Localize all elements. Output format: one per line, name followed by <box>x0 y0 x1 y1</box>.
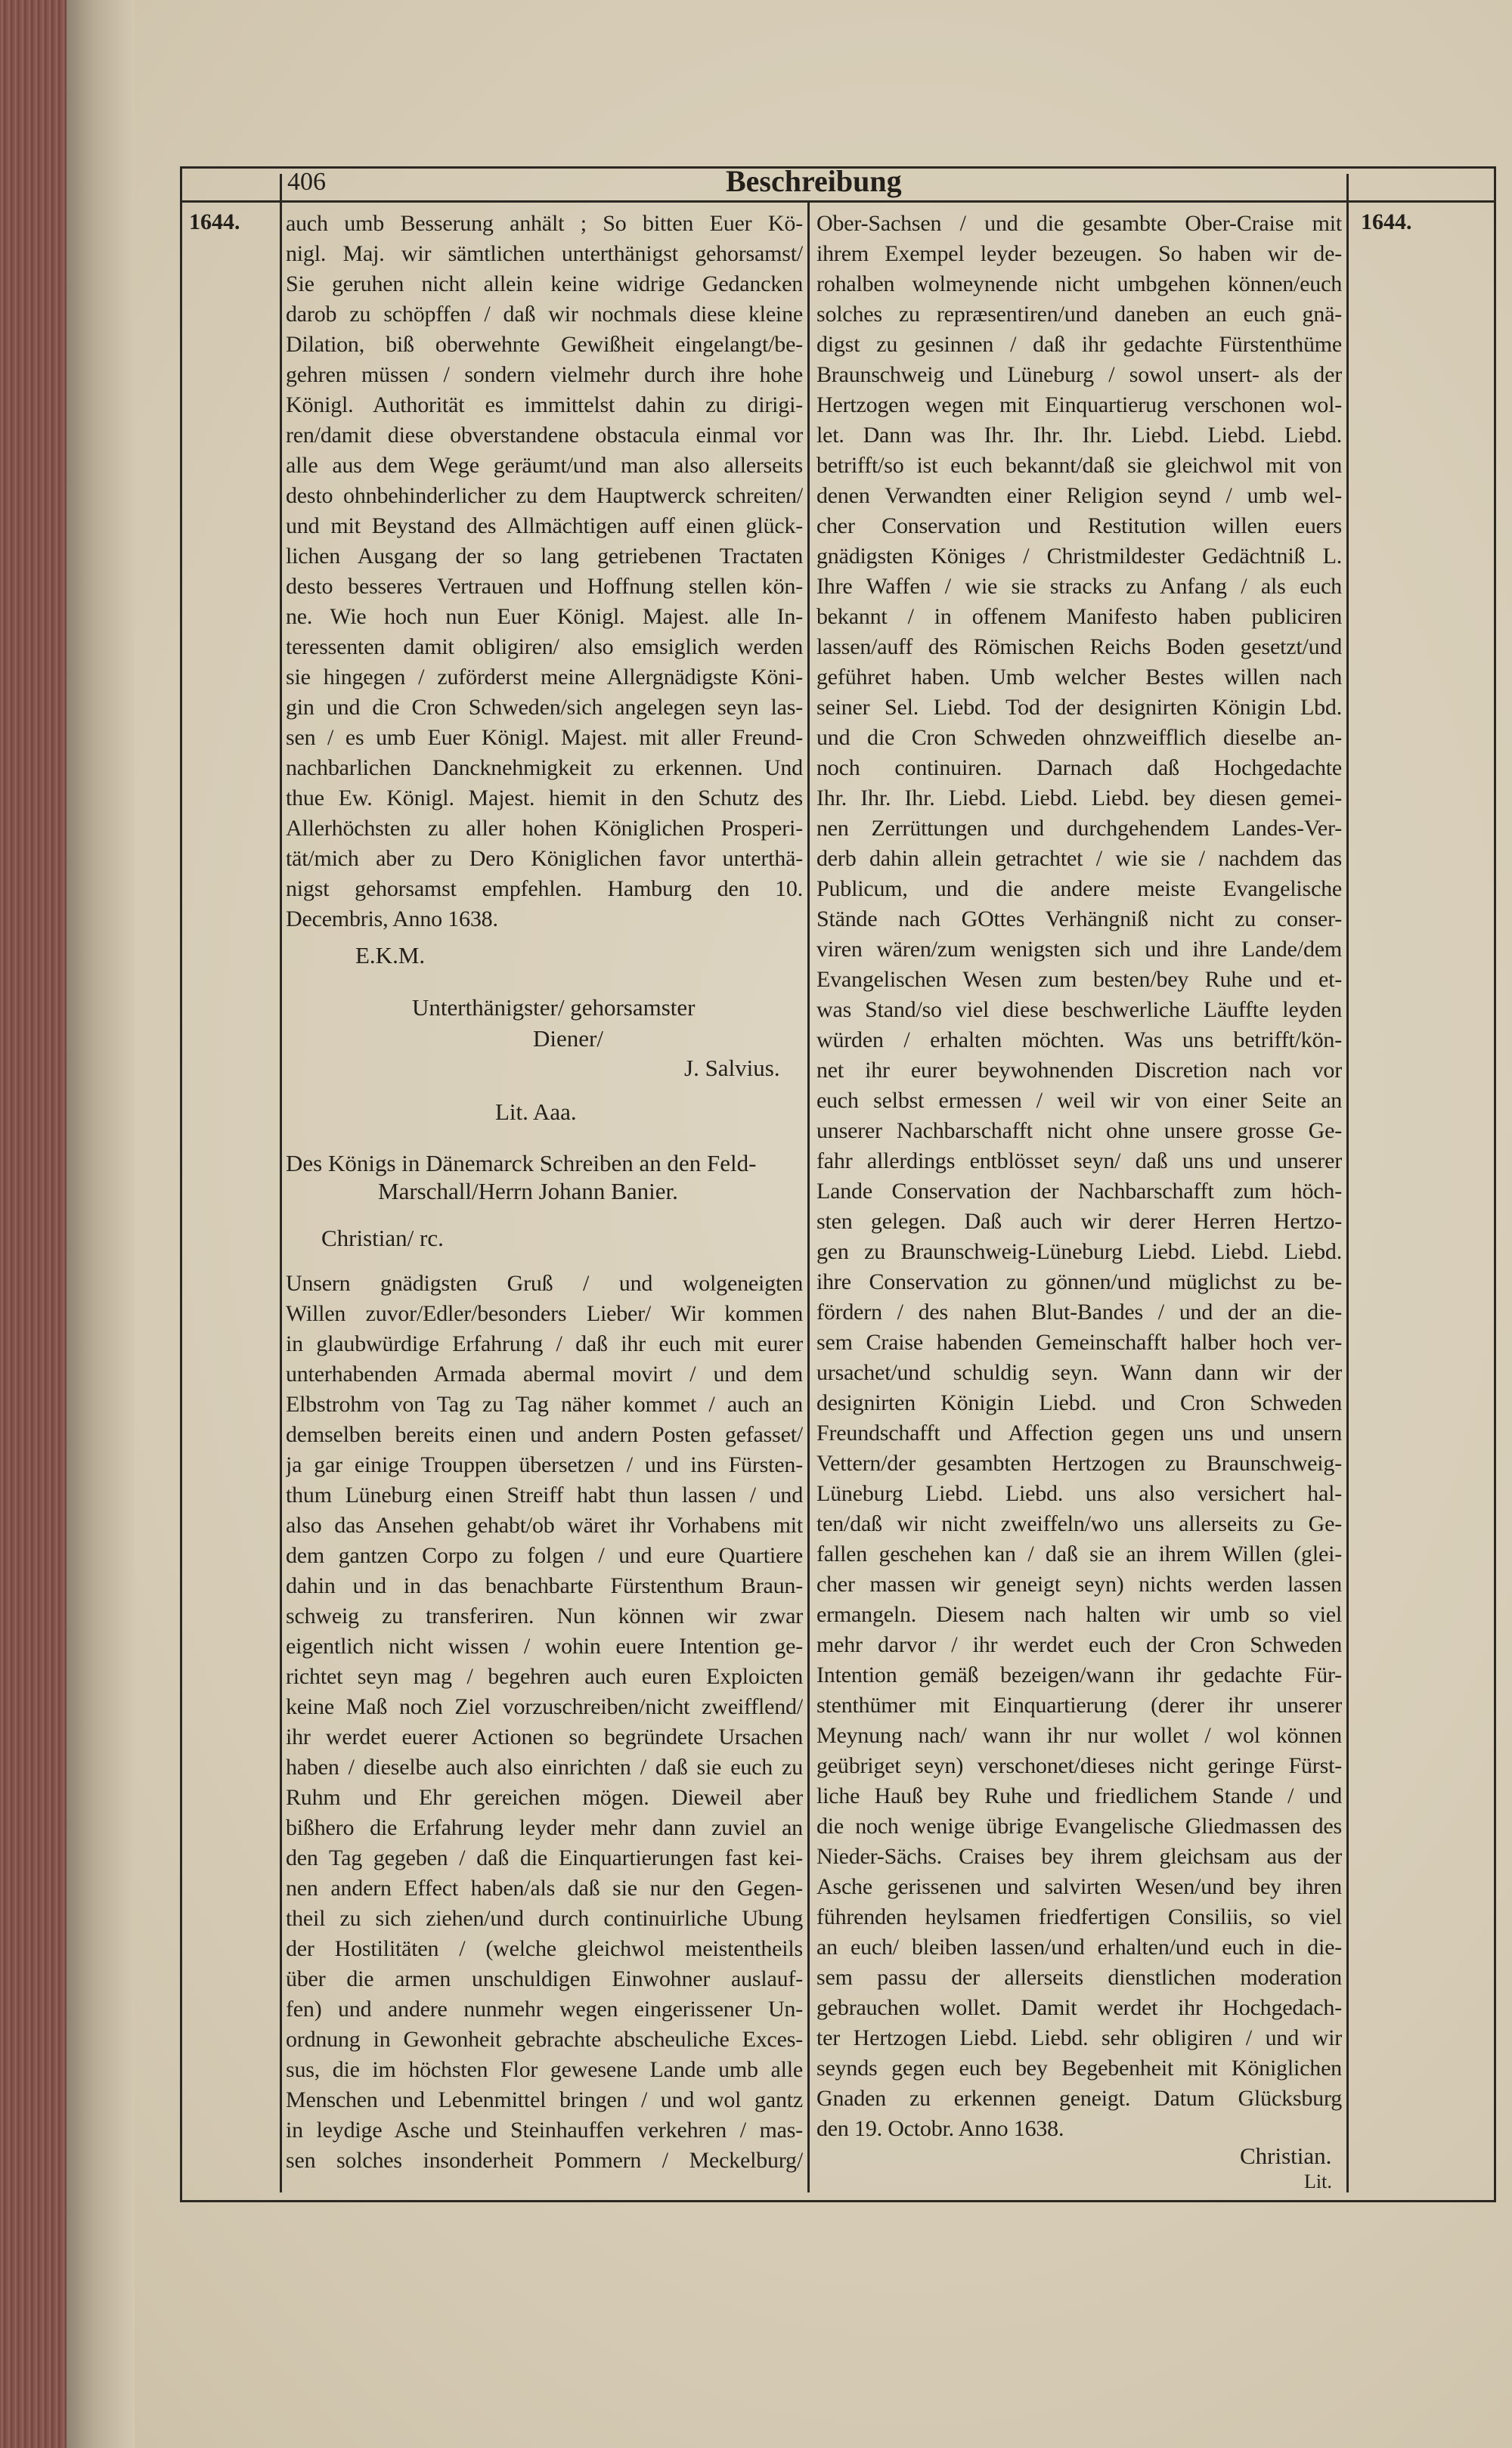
text-line: unterhabenden Armada abermal movirt / und dem <box>286 1362 803 1387</box>
text-line: mehr darvor / ihr werdet euch der Cron Schweden <box>816 1632 1342 1657</box>
text-line: thum Lüneburg einen Streiff habt thun lassen / und <box>286 1483 803 1508</box>
text-line: nen andern Effect haben/als daß sie nur den Gegen- <box>286 1876 803 1901</box>
right-column-text <box>816 209 1342 2144</box>
text-line: Menschen und Lebenmittel bringen / und wol gantz <box>286 2087 803 2112</box>
text-line: alle aus dem Wege geräumt/und man also allerseits <box>286 453 803 478</box>
text-line: fahr allerdings entblösset seyn/ daß uns und unserer <box>816 1148 1342 1173</box>
text-line: Ober-Sachsen / und die gesambte Ober-Craise mit <box>816 211 1342 236</box>
frame-left-rule <box>180 166 182 2202</box>
text-line: Lande Conservation der Nachbarschafft zum höch- <box>816 1179 1342 1204</box>
right-signer: Christian. <box>1240 2143 1332 2169</box>
text-line: sen solches insonderheit Pommern / Meckelburg/ <box>286 2148 803 2173</box>
text-line: desto ohnbehinderlicher zu dem Hauptwerck schreiten/ <box>286 483 803 508</box>
text-line: schweig zu transferiren. Nun können wir zwar <box>286 1604 803 1628</box>
text-line: noch continuiren. Darnach daß Hochgedachte <box>816 755 1342 780</box>
text-line: tät/mich aber zu Dero Königlichen favor unterthä- <box>286 846 803 871</box>
text-line: auch umb Besserung anhält ; So bitten Euer Kö- <box>286 211 803 236</box>
text-line: Gnaden zu erkennen geneigt. Datum Glücksburg <box>816 2086 1342 2111</box>
text-line: sie hingegen / zuförderst meine Allergnädigste Köni- <box>286 665 803 689</box>
text-line: lassen/auff des Römischen Reichs Boden gesetzt/und <box>816 634 1342 659</box>
text-line: an euch/ bleiben lassen/und erhalten/und euch in die- <box>816 1935 1342 1960</box>
text-line: let. Dann was Ihr. Ihr. Ihr. Liebd. Liebd. Liebd. <box>816 423 1342 448</box>
text-line: bißhero die Erfahrung leyder mehr dann zuviel an <box>286 1815 803 1840</box>
text-line: gnädigsten Königes / Christmildester Gedächtniß L. <box>816 544 1342 569</box>
text-line: ihrem Exempel leyder bezeugen. So haben wir de- <box>816 241 1342 266</box>
text-line: würden / erhalten möchten. Was uns betrifft/kön- <box>816 1027 1342 1052</box>
text-line: was Stand/so viel diese beschwerliche Läuffte leyden <box>816 997 1342 1022</box>
signature-line-1: Unterthänigster/ gehorsamster <box>412 994 696 1021</box>
text-line: Asche gerissenen und salvirten Wesen/und bey ihren <box>816 1874 1342 1899</box>
text-line: gen zu Braunschweig-Lüneburg Liebd. Liebd. Liebd. <box>816 1239 1342 1264</box>
text-line: seynds gegen euch bey Begebenheit mit Königlichen <box>816 2056 1342 2081</box>
text-line: der Hostilitäten / (welche gleichwol meistentheils <box>286 1936 803 1961</box>
text-line: digst zu gesinnen / daß ihr gedachte Fürstenthüme <box>816 332 1342 357</box>
text-line: denen Verwandten einer Religion seynd / umb wel- <box>816 483 1342 508</box>
text-line: Vettern/der gesambten Hertzogen zu Braunschweig- <box>816 1451 1342 1476</box>
text-line: Nieder-Sächs. Craises bey ihrem gleichsam aus der <box>816 1844 1342 1869</box>
book-gutter-shadow <box>67 0 135 2448</box>
text-line: euch selbst ermessen / weil wir von einer Seite an <box>816 1088 1342 1113</box>
header-rule <box>180 200 1495 203</box>
text-line: ursachet/und schuldig seyn. Wann dann wir der <box>816 1360 1342 1385</box>
text-line: Hertzogen wegen mit Einquartierug verschonen wol- <box>816 392 1342 417</box>
text-line: ordnung in Gewonheit gebrachte abscheuliche Exces- <box>286 2027 803 2052</box>
text-line: Stände nach GOttes Verhängniß nicht zu conser- <box>816 906 1342 931</box>
text-line: die noch wenige übrige Evangelische Gliedmassen des <box>816 1814 1342 1839</box>
text-line: Meynung nach/ wann ihr nur wollet / wol können <box>816 1723 1342 1748</box>
text-line: Dilation, biß oberwehnte Gewißheit eingelangt/be- <box>286 332 803 357</box>
text-line: rohalben wolmeynende nicht umbgehen können/euch <box>816 271 1342 296</box>
text-line: haben / dieselbe auch also einrichten / daß sie euch zu <box>286 1755 803 1780</box>
text-line: Decembris, Anno 1638. <box>286 906 498 931</box>
text-line: ja gar einige Trouppen übersetzen / und ins Fürsten- <box>286 1452 803 1477</box>
text-line: gebrauchen wollet. Damit werdet ihr Hochgedach- <box>816 1995 1342 2020</box>
text-line: Sie geruhen nicht allein keine widrige Gedancken <box>286 271 803 296</box>
text-line: eigentlich nicht wissen / wohin euere Intention ge- <box>286 1634 803 1659</box>
text-line: lichen Ausgang der so lang getriebenen Tractaten <box>286 544 803 569</box>
column-divider-rule <box>807 200 810 2192</box>
text-line: betrifft/so ist euch bekannt/daß sie gleichwol mit von <box>816 453 1342 478</box>
text-line: Unsern gnädigsten Gruß / und wolgeneigten <box>286 1271 803 1296</box>
text-line: ne. Wie hoch nun Euer Königl. Majest. alle In- <box>286 604 803 629</box>
text-line: bekannt / in offenem Manifesto haben publiciren <box>816 604 1342 629</box>
text-line: Ihr. Ihr. Ihr. Liebd. Liebd. Liebd. bey diesen gemei- <box>816 786 1342 810</box>
text-line: gin und die Cron Schweden/sich angelegen seyn las- <box>286 695 803 720</box>
text-line: ren/damit diese obverstandene obstacula einmal vor <box>286 423 803 448</box>
text-line: cher massen wir geneigt seyn) nichts werden lassen <box>816 1572 1342 1597</box>
text-line: Freundschafft und Affection gegen uns und unsern <box>816 1421 1342 1446</box>
text-line: ten/daß wir nicht zweiffeln/wo uns allerseits zu Ge- <box>816 1511 1342 1536</box>
signer-name: J. Salvius. <box>684 1055 780 1081</box>
text-line: nen Zerrüttungen und durchgehendem Landes-Ver- <box>816 816 1342 841</box>
text-line: sus, die im höchsten Flor gewesene Lande umb alle <box>286 2057 803 2082</box>
signature-line-2: Diener/ <box>533 1025 603 1052</box>
text-line: nigl. Maj. wir sämtlichen unterthänigst gehorsamst/ <box>286 241 803 266</box>
text-line: gehren müssen / sondern vielmehr durch ihre hohe <box>286 362 803 387</box>
text-line: demselben bereits einen und andern Posten gefasset/ <box>286 1422 803 1447</box>
left-margin-year: 1644. <box>189 209 240 234</box>
text-line: ermangeln. Diesem nach halten wir umb so viel <box>816 1602 1342 1627</box>
text-line: fen) und andere nunmehr wegen eingerissener Un- <box>286 1997 803 2022</box>
text-line: ter Hertzogen Liebd. Liebd. sehr obligiren / und wir <box>816 2025 1342 2050</box>
left-column-text-bottom <box>286 1269 803 2176</box>
text-line: geführet haben. Umb welcher Bestes willen nach <box>816 665 1342 689</box>
text-line: fördern / des nahen Blut-Bandes / und der an die- <box>816 1300 1342 1325</box>
section-label: Lit. Aaa. <box>495 1099 577 1125</box>
text-line: sen / es umb Euer Königl. Majest. mit aller Freund- <box>286 725 803 750</box>
text-line: designirten Königin Liebd. und Cron Schweden <box>816 1390 1342 1415</box>
text-line: dahin und in das benachbarte Fürstenthum Braun- <box>286 1573 803 1598</box>
text-line: thue Ew. Königl. Majest. hiemit in den Schutz des <box>286 786 803 810</box>
text-line: net ihr eurer beywohnenden Discretion nach vor <box>816 1058 1342 1083</box>
text-line: Braunschweig und Lüneburg / sowol unsert- als der <box>816 362 1342 387</box>
page-number: 406 <box>287 168 326 196</box>
text-line: richtet seyn mag / begehren auch euren Exploicten <box>286 1664 803 1689</box>
text-line: ihr werdet euerer Actionen so begründete Ursachen <box>286 1724 803 1749</box>
text-line: in glaubwürdige Erfahrung / daß ihr euch mit eurer <box>286 1331 803 1356</box>
text-line: den Tag gegeben / daß die Einquartierungen fast kei- <box>286 1845 803 1870</box>
frame-right-rule <box>1494 166 1496 2202</box>
right-margin-year: 1644. <box>1361 209 1412 234</box>
salutation: Christian/ rc. <box>321 1225 444 1251</box>
left-column-text-top <box>286 209 803 934</box>
text-line: über die armen unschuldigen Einwohner auslauf- <box>286 1966 803 1991</box>
closing-abbreviation: E.K.M. <box>355 942 426 968</box>
text-line: sten gelegen. Daß auch wir derer Herren Hertzo- <box>816 1209 1342 1234</box>
text-line: desto besseres Vertrauen und Hoffnung stellen kön- <box>286 574 803 599</box>
text-line: Intention gemäß bezeigen/wann ihr gedachte Für- <box>816 1662 1342 1687</box>
text-line: ihre Conservation zu gönnen/und müglichst zu be- <box>816 1269 1342 1294</box>
text-line: Allerhöchsten zu aller hohen Königlichen Prosperi- <box>286 816 803 841</box>
text-line: teressenten damit obligiren/ also emsiglich werden <box>286 634 803 659</box>
text-line: Willen zuvor/Edler/besonders Lieber/ Wir kommen <box>286 1301 803 1326</box>
text-line: Evangelischen Wesen zum besten/bey Ruhe und et- <box>816 967 1342 992</box>
text-line: viren wären/zum wenigsten sich und ihre Lande/dem <box>816 937 1342 962</box>
text-line: derb dahin allein getrachtet / wie sie / nachdem das <box>816 846 1342 871</box>
text-line: in leydige Asche und Steinhauffen verkehren / mas- <box>286 2118 803 2143</box>
text-line: nachbarlichen Dancknehmigkeit zu erkennen. Und <box>286 755 803 780</box>
text-line: unserer Nachbarschafft nicht ohne unsere grosse Ge- <box>816 1118 1342 1143</box>
text-line: theil zu sich ziehen/und durch continuirliche Ubung <box>286 1906 803 1931</box>
text-line: stenthümer mit Einquartierung (derer ihr unserer <box>816 1693 1342 1718</box>
text-line: also das Ansehen gehabt/ob wäret ihr Vorhabens mit <box>286 1513 803 1538</box>
text-line: geübriget seyn) verschonet/dieses nicht geringe Fürst- <box>816 1753 1342 1778</box>
text-line: darob zu schöpffen / daß wir nochmals diese kleine <box>286 302 803 327</box>
text-line: Königl. Authorität es immittelst dahin zu dirigi- <box>286 392 803 417</box>
catchword: Lit. <box>1304 2171 1332 2192</box>
text-line: Ihre Waffen / wie sie stracks zu Anfang / als euch <box>816 574 1342 599</box>
text-line: dem gantzen Corpo zu folgen / und eure Quartiere <box>286 1543 803 1568</box>
text-line: solches zu repræsentiren/und daneben an euch gnä- <box>816 302 1342 327</box>
text-line: und die Cron Schweden ohnzweifflich dieselbe an- <box>816 725 1342 750</box>
text-line: cher Conservation und Restitution willen euers <box>816 513 1342 538</box>
text-line: Publicum, und die andere meiste Evangelische <box>816 876 1342 901</box>
book-page-edges <box>0 0 67 2448</box>
text-line: seiner Sel. Liebd. Tod der designirten Königin Lbd. <box>816 695 1342 720</box>
text-line: führenden heylsamen friedfertigen Consiliis, so viel <box>816 1904 1342 1929</box>
text-line: sem passu der allerseits dienstlichen moderation <box>816 1965 1342 1990</box>
text-line: fallen geschehen kan / daß sie an ihrem Willen (glei- <box>816 1542 1342 1566</box>
text-line: nigst gehorsamst empfehlen. Hamburg den 10. <box>286 876 803 901</box>
text-line: den 19. Octobr. Anno 1638. <box>816 2116 1064 2141</box>
text-line: sem Craise habenden Gemeinschafft halber hoch ver- <box>816 1330 1342 1355</box>
frame-bottom-rule <box>180 2200 1496 2202</box>
text-line: und mit Beystand des Allmächtigen auff einen glück- <box>286 513 803 538</box>
text-line: Ruhm und Ehr gereichen mögen. Dieweil aber <box>286 1785 803 1810</box>
text-line: keine Maß noch Ziel vorzuschreiben/nicht zweifflend/ <box>286 1694 803 1719</box>
text-right-rule <box>1346 174 1349 2192</box>
text-line: Lüneburg Liebd. Liebd. uns also versichert hal- <box>816 1481 1342 1506</box>
text-line: liche Hauß bey Ruhe und friedlichem Stande / und <box>816 1783 1342 1808</box>
text-line: Elbstrohm von Tag zu Tag näher kommet / auch an <box>286 1392 803 1417</box>
letter-title-line-2: Marschall/Herrn Johann Banier. <box>378 1178 678 1204</box>
running-title: Beschreibung <box>726 164 902 198</box>
letter-title-line-1: Des Königs in Dänemarck Schreiben an den Feld- <box>286 1150 757 1176</box>
text-left-rule <box>280 174 282 2192</box>
